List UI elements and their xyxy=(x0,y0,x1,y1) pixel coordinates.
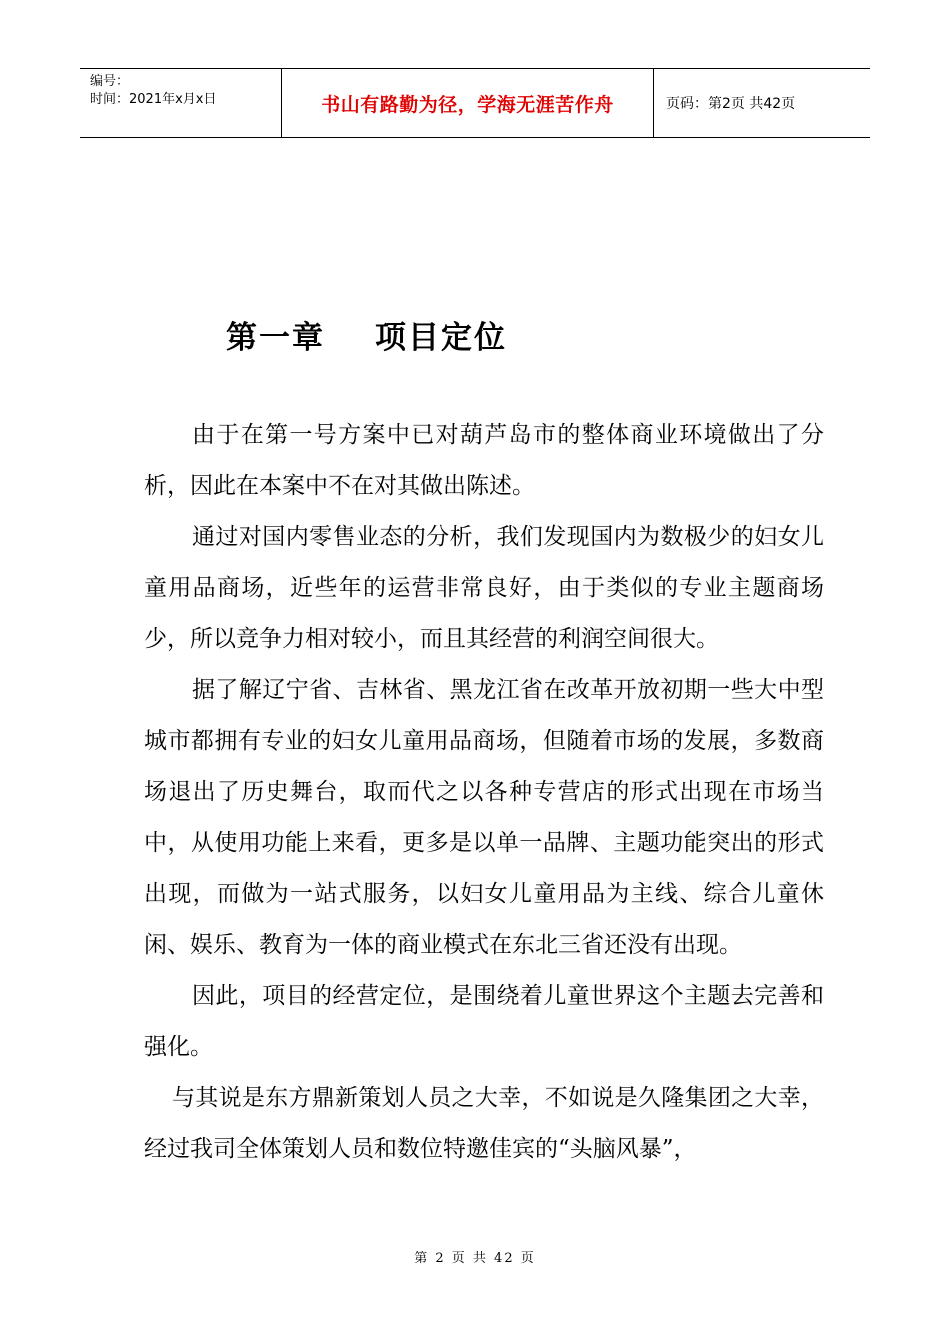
page-info: 页码：第2页 共42页 xyxy=(666,96,796,112)
paragraph: 因此，项目的经营定位，是围绕着儿童世界这个主题去完善和强化。 xyxy=(144,983,824,1060)
paragraph: 由于在第一号方案中已对葫芦岛市的整体商业环境做出了分析，因此在本案中不在对其做出陈述。 xyxy=(144,422,824,499)
footer-page-number: 第 2 页 共 42 页 xyxy=(414,1251,536,1266)
paragraph: 据了解辽宁省、吉林省、黑龙江省在改革开放初期一些大中型城市都拥有专业的妇女儿童用品商场，但随着市场的发展，多数商场退出了历史舞台，取而代之以各种专营店的形式出现在市场当中，从使用功能上来看，更多是以单一品牌、主题功能突出的形式出现，而做为一站式服务，以妇女儿童用品为主线、综合儿童休闲、娱乐、教育为一体的商业模式在东北三省还没有出现。 xyxy=(144,677,824,958)
time-label: 时间：2021年x月x日 xyxy=(90,92,217,107)
paragraph: 通过对国内零售业态的分析，我们发现国内为数极少的妇女儿童用品商场，近些年的运营非常良好，由于类似的专业主题商场少，所以竞争力相对较小，而且其经营的利润空间很大。 xyxy=(144,524,824,652)
chapter-heading xyxy=(226,312,507,357)
chapter-title: 项目定位 xyxy=(375,320,507,356)
chapter-number: 第一章 xyxy=(226,320,325,356)
header-table xyxy=(80,68,870,138)
page-footer xyxy=(0,1247,950,1266)
number-label: 编号： xyxy=(90,74,130,89)
header-meta-cell xyxy=(80,69,282,137)
header-page-cell xyxy=(654,69,870,137)
header-motto-cell xyxy=(282,69,654,137)
motto-text: 书山有路勤为径，学海无涯苦作舟 xyxy=(321,93,614,116)
paragraph: 与其说是东方鼎新策划人员之大幸，不如说是久隆集团之大幸，经过我司全体策划人员和数位特邀佳宾的“头脑风暴”， xyxy=(144,1085,824,1162)
body-text xyxy=(144,410,824,1175)
